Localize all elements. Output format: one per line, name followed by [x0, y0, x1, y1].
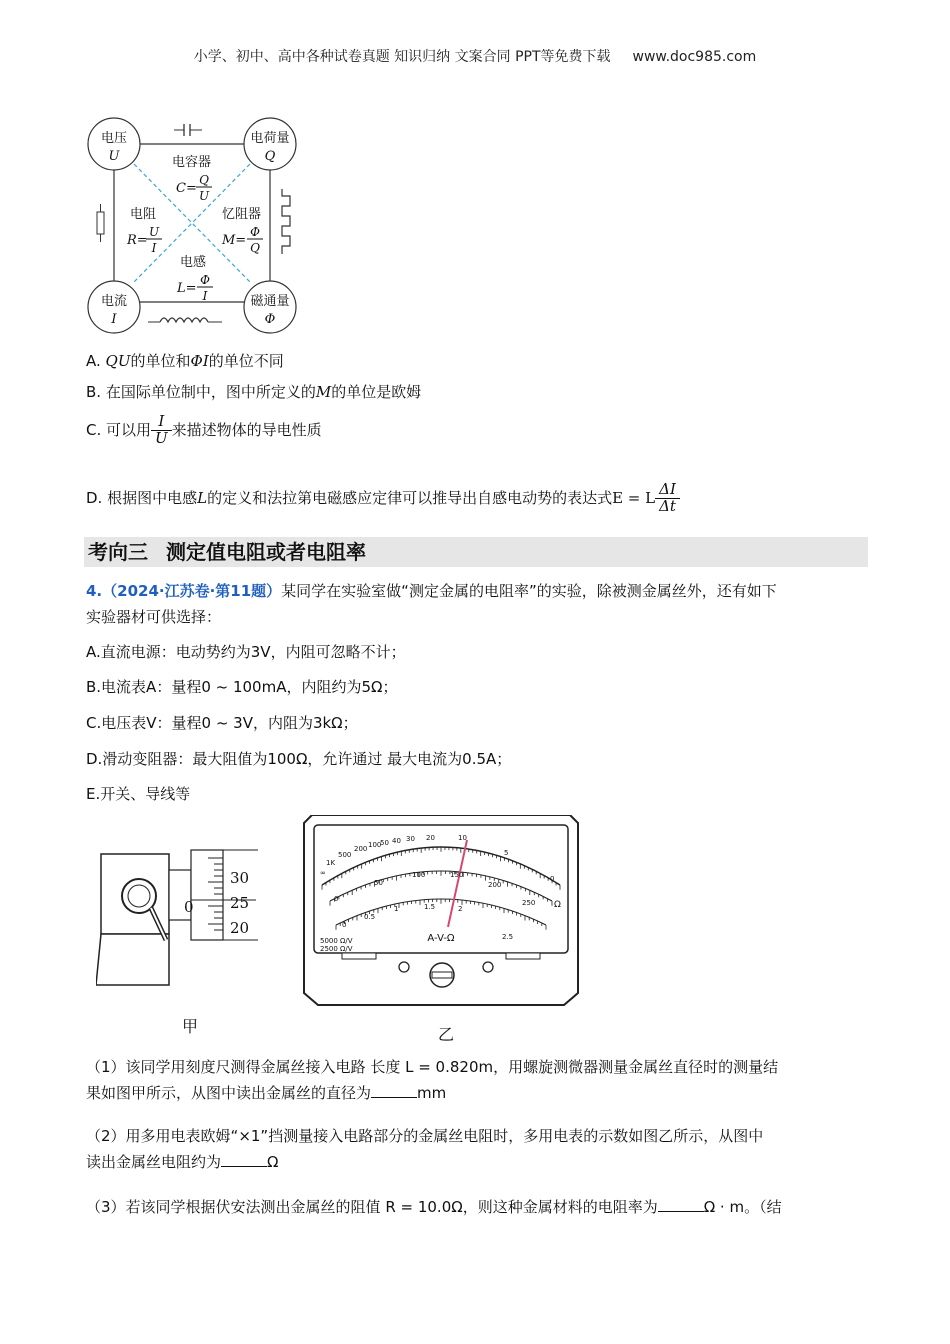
- svg-text:I: I: [202, 289, 208, 303]
- svg-text:A-V-Ω: A-V-Ω: [427, 933, 455, 944]
- svg-text:20: 20: [426, 834, 435, 842]
- page-header: [0, 46, 950, 66]
- header-text: 小学、初中、高中各种试卷真题 知识归纳 文案合同 PPT等免费下载: [193, 49, 611, 65]
- svg-text:0.5: 0.5: [364, 913, 376, 921]
- svg-text:20: 20: [230, 919, 250, 937]
- equipment-item: C.电压表V：量程0 ~ 3V，内阻为3kΩ；: [86, 714, 358, 732]
- svg-text:Ω: Ω: [554, 900, 561, 910]
- node-flux-symbol: Φ: [264, 312, 276, 327]
- svg-text:2500 Ω/V: 2500 Ω/V: [320, 945, 353, 953]
- svg-text:0: 0: [342, 921, 347, 929]
- svg-text:0: 0: [334, 895, 339, 903]
- svg-text:500: 500: [338, 851, 352, 859]
- figure-label-jia: 甲: [182, 1017, 199, 1036]
- svg-text:50: 50: [380, 839, 389, 847]
- svg-text:Φ: Φ: [200, 273, 210, 287]
- inductor-label: 电感: [180, 255, 207, 270]
- svg-text:U: U: [198, 189, 210, 203]
- svg-text:Φ: Φ: [250, 225, 260, 239]
- resistor-label: 电阻: [130, 207, 157, 222]
- node-current-symbol: I: [111, 312, 117, 327]
- equipment-item: E.开关、导线等: [86, 785, 191, 803]
- svg-text:2.5: 2.5: [502, 933, 514, 941]
- svg-text:5000 Ω/V: 5000 Ω/V: [320, 937, 353, 945]
- svg-text:2: 2: [458, 905, 463, 913]
- option-d[interactable]: D. 根据图中电感L的定义和法拉第电磁感应定律可以推导出自感电动势的表达式E = L $\frac{\Delta I}{\Delta t}$: [86, 482, 680, 515]
- equipment-item: B.电流表A：量程0 ~ 100mA，内阻约为5Ω；: [86, 678, 398, 696]
- svg-text:25: 25: [230, 894, 250, 912]
- svg-text:U: U: [148, 225, 160, 239]
- node-current-label: 电流: [100, 294, 128, 309]
- node-voltage-label: 电压: [100, 131, 128, 146]
- svg-text:100: 100: [368, 841, 382, 849]
- answer-blank-2[interactable]: [221, 1152, 267, 1167]
- svg-text:Q: Q: [250, 241, 260, 255]
- memristor-label: 忆阻器: [222, 207, 262, 222]
- relationship-diagram: [82, 114, 312, 344]
- question-source: （2024·江苏卷·第11题）: [102, 582, 282, 600]
- sub-question-3: （3）若该同学根据伏安法测出金属丝的阻值 R = 10.0Ω，则这种金属材料的电阻率为 Ω · m。（结: [86, 1198, 782, 1216]
- svg-text:1K: 1K: [326, 859, 336, 867]
- micrometer-figure: [96, 840, 266, 990]
- svg-text:150: 150: [450, 871, 464, 879]
- inductor-formula: L=: [177, 281, 197, 296]
- svg-text:0: 0: [184, 898, 194, 916]
- capacitor-label: 电容器: [172, 155, 212, 170]
- node-charge-symbol: Q: [264, 149, 276, 164]
- node-flux-label: 磁通量: [250, 294, 290, 309]
- node-voltage-symbol: U: [108, 149, 120, 164]
- option-d-fraction: $\frac{\Delta I}{\Delta t}$: [655, 482, 680, 515]
- equipment-item: D.滑动变阻器：最大阻值为100Ω，允许通过 最大电流为0.5A；: [86, 750, 512, 768]
- capacitor-formula: C=: [176, 181, 197, 196]
- answer-blank-1[interactable]: [371, 1083, 417, 1098]
- section-heading: 考向三 测定值电阻或者电阻率: [84, 537, 868, 567]
- option-a[interactable]: A. QU的单位和ΦI的单位不同: [86, 352, 284, 370]
- svg-text:5: 5: [504, 849, 509, 857]
- option-c-fraction: $\frac{I}{U}$: [151, 414, 172, 447]
- svg-text:50: 50: [374, 879, 383, 887]
- svg-text:200: 200: [354, 845, 368, 853]
- svg-text:∞: ∞: [320, 869, 326, 877]
- equipment-item: A.直流电源：电动势约为3V，内阻可忽略不计；: [86, 643, 406, 661]
- memristor-formula: M=: [222, 233, 247, 248]
- svg-text:10: 10: [458, 834, 467, 842]
- diagram-svg: [82, 114, 312, 344]
- multimeter-figure: [302, 815, 580, 1007]
- resistor-formula: R=: [127, 233, 148, 248]
- figure-label-yi: 乙: [438, 1025, 455, 1044]
- svg-text:100: 100: [412, 871, 426, 879]
- svg-text:200: 200: [488, 881, 502, 889]
- svg-text:0: 0: [550, 875, 555, 883]
- option-c[interactable]: C. 可以用 $\frac{I}{U}$ 来描述物体的导电性质: [86, 412, 322, 447]
- sub-question-2: （2）用多用电表欧姆“×1”挡测量接入电路部分的金属丝电阻时，多用电表的示数如图乙所示，从图中 读出金属丝电阻约为 Ω: [86, 1127, 764, 1171]
- svg-text:250: 250: [522, 899, 536, 907]
- header-url[interactable]: www.doc985.com: [632, 49, 757, 65]
- node-charge-label: 电荷量: [250, 131, 290, 146]
- svg-text:40: 40: [392, 837, 401, 845]
- svg-text:1: 1: [394, 905, 399, 913]
- svg-text:30: 30: [406, 835, 415, 843]
- svg-text:I: I: [151, 241, 157, 255]
- option-b[interactable]: B. 在国际单位制中，图中所定义的M的单位是欧姆: [86, 383, 422, 401]
- svg-text:30: 30: [230, 869, 250, 887]
- sub-question-1: （1）该同学用刻度尺测得金属丝接入电路 长度 L = 0.820m，用螺旋测微器测量金属丝直径时的测量结 果如图甲所示，从图中读出金属丝的直径为 mm: [86, 1058, 779, 1102]
- question-stem: 4.（2024·江苏卷·第11题）某同学在实验室做“测定金属的电阻率”的实验，除被测金属丝外，还有如下 实验器材可供选择：: [86, 582, 777, 626]
- svg-text:Q: Q: [199, 173, 209, 187]
- answer-blank-3[interactable]: [658, 1197, 704, 1212]
- svg-text:1.5: 1.5: [424, 903, 436, 911]
